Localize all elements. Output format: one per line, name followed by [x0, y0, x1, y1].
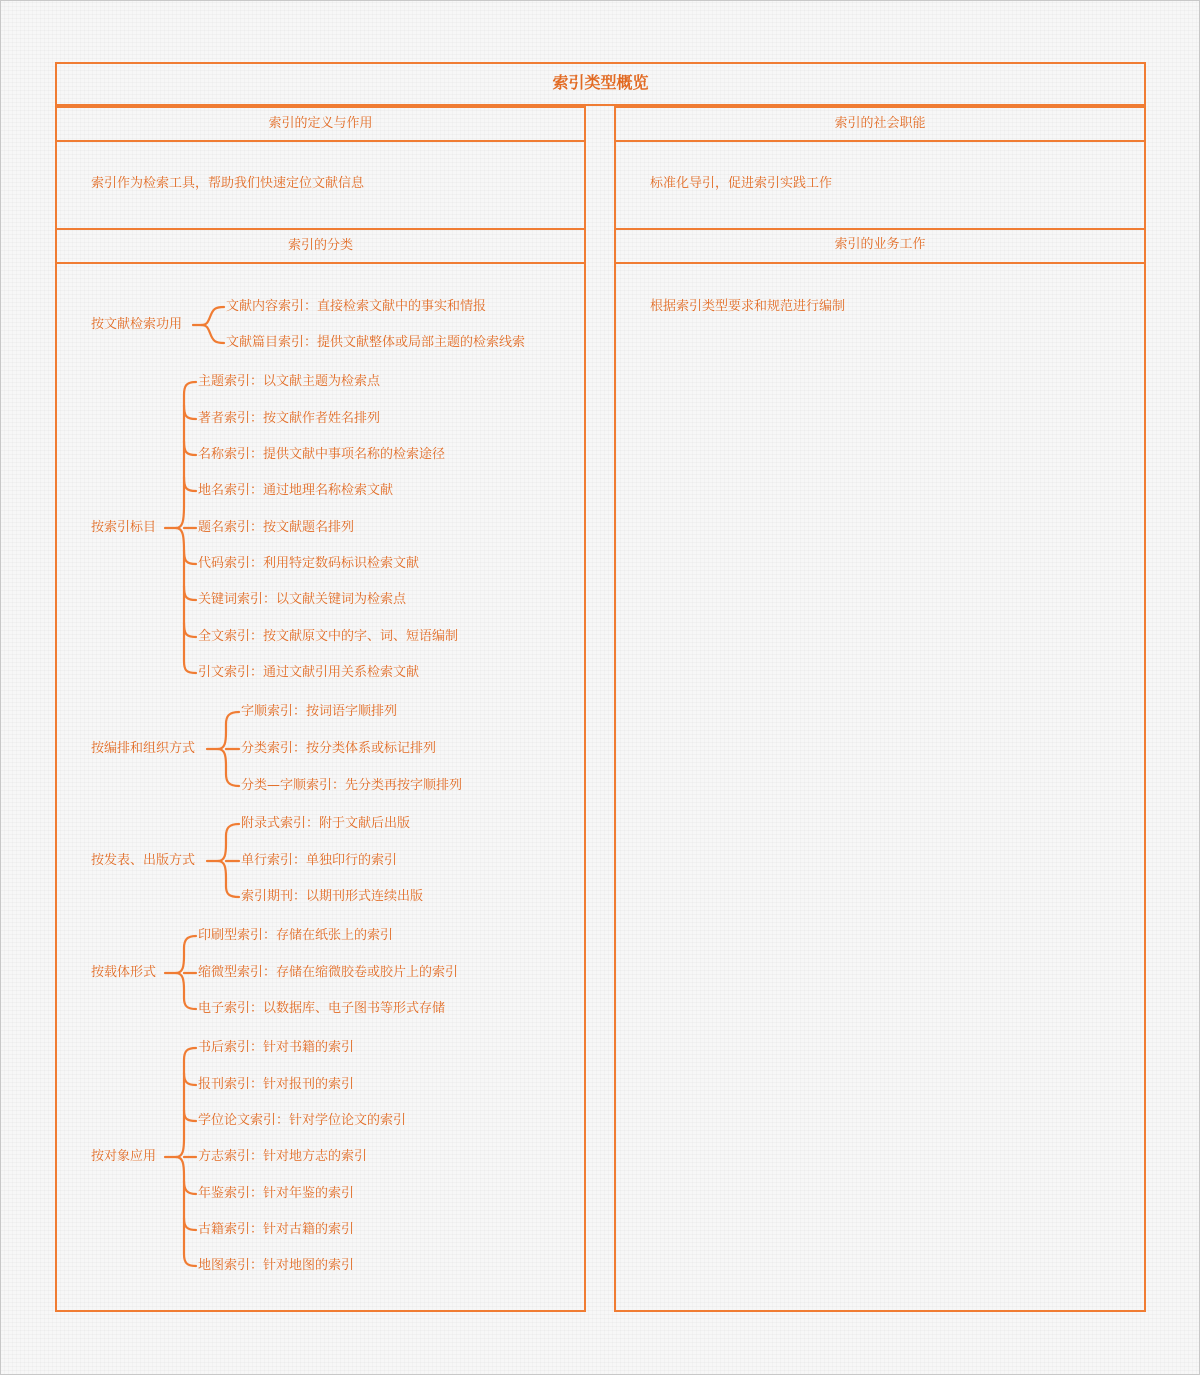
group-item: 主题索引：以文献主题为检索点 [198, 374, 381, 389]
definition-heading: 索引的定义与作用 [268, 116, 373, 131]
group-item: 索引期刊：以期刊形式连续出版 [241, 889, 424, 904]
social-body: 标准化导引，促进索引实践工作 [650, 176, 833, 191]
group-label: 按发表、出版方式 [91, 853, 196, 868]
group-item: 题名索引：按文献题名排列 [198, 520, 355, 535]
group-label: 按文献检索功用 [91, 317, 183, 332]
group-item: 古籍索引：针对古籍的索引 [198, 1222, 355, 1237]
group-item: 字顺索引：按词语字顺排列 [241, 704, 398, 719]
business-body: 根据索引类型要求和规范进行编制 [650, 299, 846, 314]
business-heading: 索引的业务工作 [834, 237, 926, 252]
group-item: 关键词索引：以文献关键词为检索点 [198, 592, 407, 607]
group-item: 印刷型索引：存储在纸张上的索引 [198, 928, 394, 943]
group-item: 全文索引：按文献原文中的字、词、短语编制 [198, 629, 459, 644]
group-item: 地名索引：通过地理名称检索文献 [198, 483, 394, 498]
group-item: 分类—字顺索引：先分类再按字顺排列 [241, 778, 463, 793]
group-label: 按载体形式 [91, 965, 157, 980]
group-item: 单行索引：单独印行的索引 [241, 853, 398, 868]
group-item: 方志索引：针对地方志的索引 [198, 1149, 368, 1164]
classification-heading: 索引的分类 [287, 238, 353, 253]
social-heading: 索引的社会职能 [834, 116, 926, 131]
group-item: 文献内容索引：直接检索文献中的事实和情报 [226, 299, 487, 314]
group-item: 附录式索引：附于文献后出版 [241, 816, 411, 831]
group-item: 报刊索引：针对报刊的索引 [198, 1077, 355, 1092]
group-item: 著者索引：按文献作者姓名排列 [198, 411, 381, 426]
group-item: 引文索引：通过文献引用关系检索文献 [198, 665, 420, 680]
group-item: 代码索引：利用特定数码标识检索文献 [198, 556, 420, 571]
group-item: 缩微型索引：存储在缩微胶卷或胶片上的索引 [198, 965, 459, 980]
group-item: 分类索引：按分类体系或标记排列 [241, 741, 437, 756]
group-item: 文献篇目索引：提供文献整体或局部主题的检索线索 [226, 335, 526, 350]
group-item: 年鉴索引：针对年鉴的索引 [198, 1186, 355, 1201]
page-title: 索引类型概览 [552, 73, 649, 92]
group-label: 按对象应用 [91, 1149, 157, 1164]
group-label: 按索引标目 [91, 520, 157, 535]
group-item: 书后索引：针对书籍的索引 [198, 1040, 355, 1055]
group-item: 电子索引：以数据库、电子图书等形式存储 [198, 1001, 446, 1016]
group-label: 按编排和组织方式 [91, 741, 196, 756]
definition-body: 索引作为检索工具，帮助我们快速定位文献信息 [91, 176, 365, 191]
group-item: 名称索引：提供文献中事项名称的检索途径 [198, 447, 446, 462]
group-item: 学位论文索引：针对学位论文的索引 [198, 1113, 407, 1128]
group-item: 地图索引：针对地图的索引 [198, 1258, 355, 1273]
